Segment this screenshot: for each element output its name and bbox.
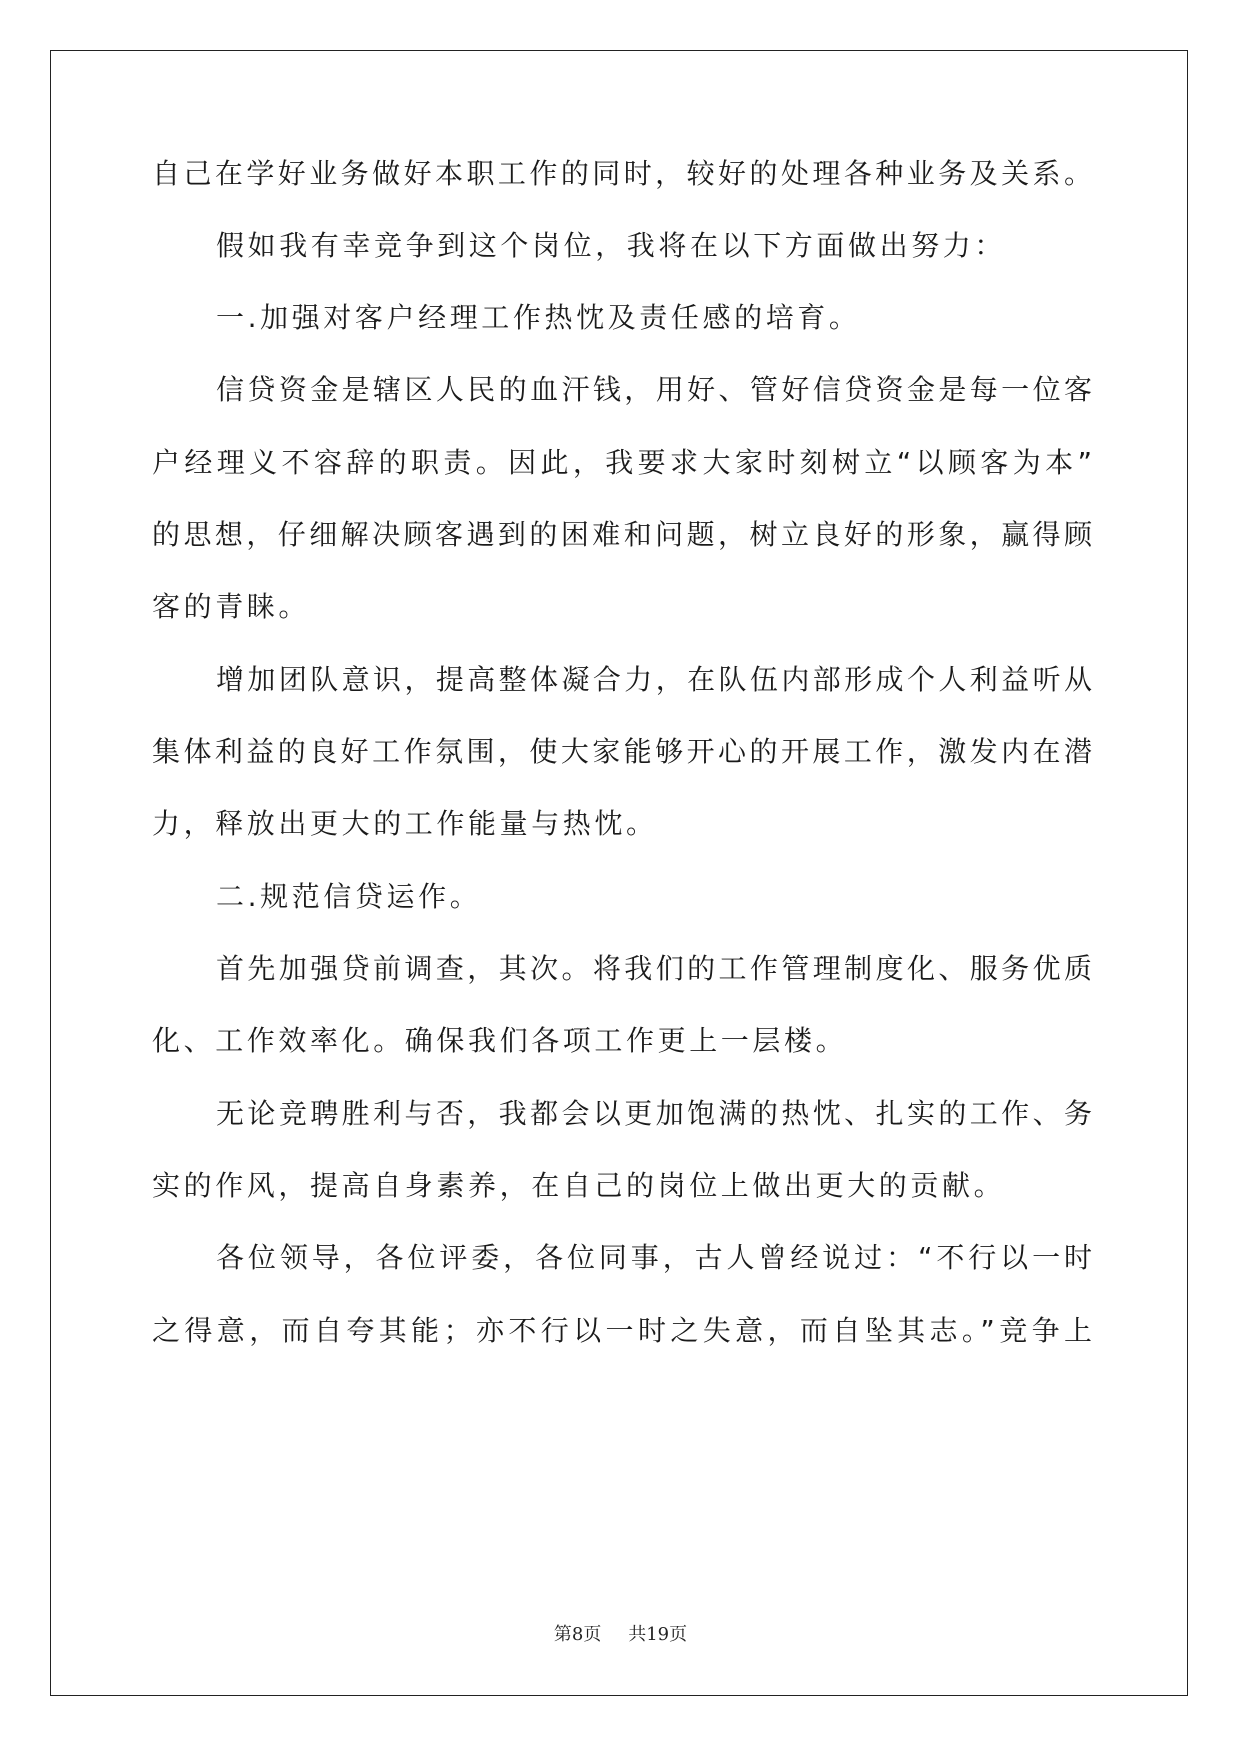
page-border (50, 50, 1188, 1696)
paragraph-line: 各位领导，各位评委，各位同事，古人曾经说过：“不行以一时 (216, 1241, 1092, 1274)
paragraph-line: 增加团队意识，提高整体凝合力，在队伍内部形成个人利益听从 (216, 663, 1092, 696)
paragraph-line: 之得意，而自夸其能；亦不行以一时之失意，而自坠其志。”竞争上 (152, 1314, 1092, 1347)
paragraph-line: 信贷资金是辖区人民的血汗钱，用好、管好信贷资金是每一位客 (216, 373, 1092, 406)
paragraph-line: 假如我有幸竞争到这个岗位，我将在以下方面做出努力： (216, 229, 1007, 262)
paragraph-line: 化、工作效率化。确保我们各项工作更上一层楼。 (152, 1024, 848, 1057)
paragraph-line: 实的作风，提高自身素养，在自己的岗位上做出更大的贡献。 (152, 1169, 1006, 1202)
paragraph-line: 无论竞聘胜利与否，我都会以更加饱满的热忱、扎实的工作、务 (216, 1097, 1092, 1130)
paragraph-line: 自己在学好业务做好本职工作的同时，较好的处理各种业务及关系。 (152, 157, 1092, 190)
page-number: 第8页 (553, 1624, 602, 1645)
paragraph-line: 客的青睐。 (152, 590, 311, 623)
section-heading: 一.加强对客户经理工作热忱及责任感的培育。 (216, 301, 861, 334)
paragraph-line: 集体利益的良好工作氛围，使大家能够开心的开展工作，激发内在潜 (152, 735, 1092, 768)
section-heading: 二.规范信贷运作。 (216, 880, 482, 913)
page-footer (0, 1620, 1241, 1646)
page-total: 共19页 (628, 1624, 688, 1645)
paragraph-line: 力，释放出更大的工作能量与热忱。 (152, 807, 658, 840)
paragraph-line: 的思想，仔细解决顾客遇到的困难和问题，树立良好的形象，赢得顾 (152, 518, 1092, 551)
paragraph-line: 首先加强贷前调查，其次。将我们的工作管理制度化、服务优质 (216, 952, 1092, 985)
paragraph-line: 户经理义不容辞的职责。因此，我要求大家时刻树立“以顾客为本” (152, 446, 1092, 479)
